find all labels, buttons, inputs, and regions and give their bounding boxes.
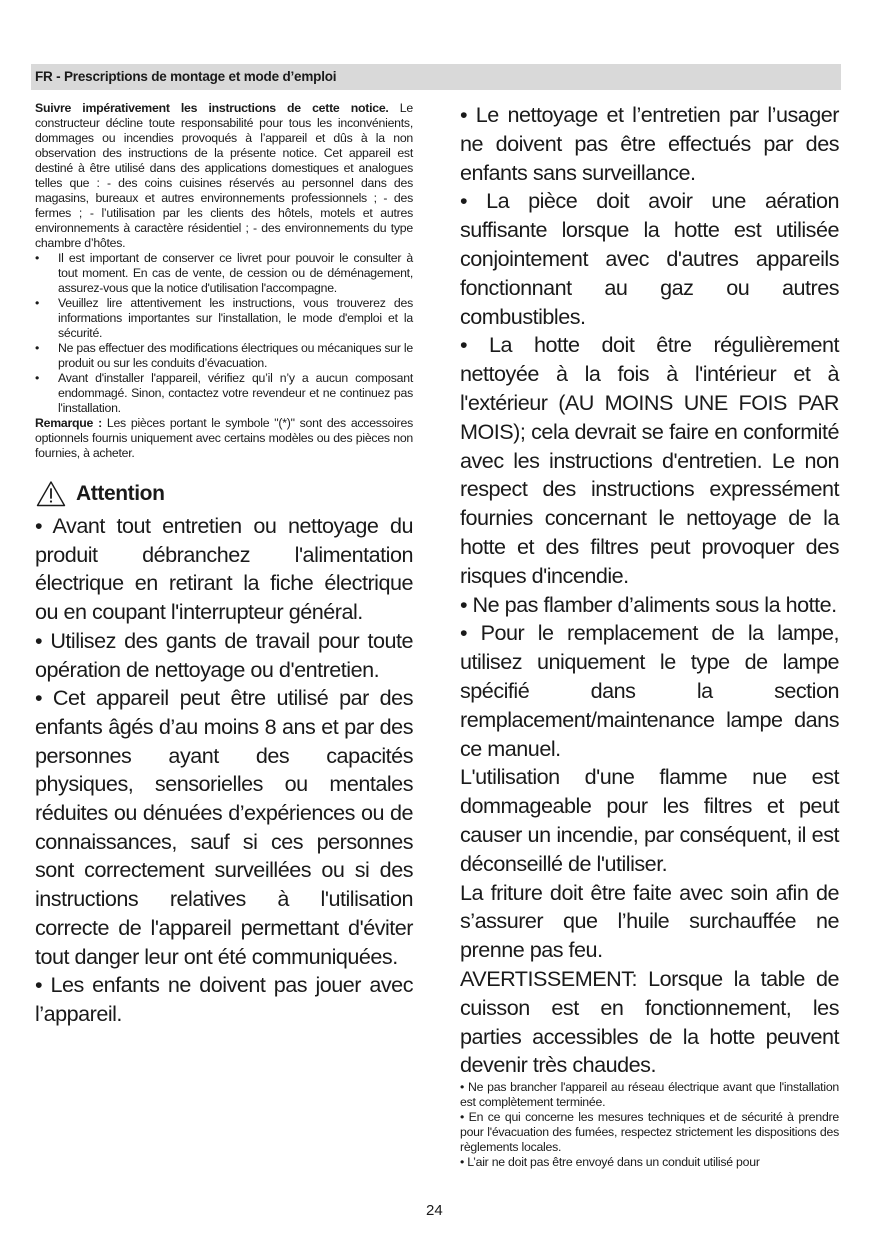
section-header bbox=[31, 64, 841, 90]
attention-paragraph: • Cet appareil peut être utilisé par des enfants âgés d’au moins 8 ans et par des personnes ayant des capacités physiques, sensorielles ou mentales réduites ou dénuées d’expériences ou de connaissances, sauf si ces personnes sont correctement surveillées ou si des instructions relatives à l'utilisation correcte de l'appareil permettant d'éviter tout danger leur ont été communiquées. bbox=[35, 685, 413, 969]
left-column bbox=[35, 101, 413, 1029]
intro-paragraph bbox=[35, 101, 413, 251]
warning-icon bbox=[36, 480, 66, 507]
safety-paragraph: • La pièce doit avoir une aération suffisante lorsque la hotte est utilisée conjointement avec d'autres appareils fonctionnant au gaz ou autres combustibles. bbox=[460, 188, 839, 329]
intro-bold: Suivre impérativement les instructions de cette notice. bbox=[35, 101, 389, 115]
right-column bbox=[460, 101, 839, 1170]
instruction-list bbox=[35, 251, 413, 416]
list-item: • Veuillez lire attentivement les instructions, vous trouverez des informations importantes sur l'installation, le mode d'emploi et la sécurité. bbox=[35, 296, 413, 340]
remark-paragraph bbox=[35, 416, 413, 461]
safety-paragraph: • Pour le remplacement de la lampe, utilisez uniquement le type de lampe spécifié dans la section remplacement/maintenance lampe dans ce manuel. bbox=[460, 620, 839, 761]
list-item: • Il est important de conserver ce livret pour pouvoir le consulter à tout moment. En cas de vente, de cession ou de déménagement, assurez-vous que la notice d'utilisation l'accompagne. bbox=[35, 251, 413, 295]
attention-heading bbox=[35, 480, 413, 506]
bullet-glyph: • bbox=[35, 296, 40, 310]
safety-paragraph: • La hotte doit être régulièrement nettoyée à la fois à l'intérieur et à l'extérieur (AU MOINS UNE FOIS PAR MOIS); cela devrait se faire en conformité avec les instructions d'entretien. Le non respect des instructions expressément fournies concernant le nettoyage de la hotte et des filtres peut provoquer des risques d'incendie. bbox=[460, 332, 839, 588]
safety-paragraph: L'utilisation d'une flamme nue est dommageable pour les filtres et peut causer un incendie, par conséquent, il est déconseillé de l'utiliser. bbox=[460, 764, 839, 876]
safety-paragraph: • Ne pas flamber d’aliments sous la hotte. bbox=[460, 591, 837, 617]
safety-paragraph: • Le nettoyage et l’entretien par l’usager ne doivent pas être effectués par des enfants sans surveillance. bbox=[460, 102, 839, 185]
bullet-glyph: • bbox=[35, 341, 40, 355]
installation-note: • L’air ne doit pas être envoyé dans un conduit utilisé pour bbox=[460, 1155, 760, 1170]
attention-label: Attention bbox=[76, 482, 165, 505]
page-number: 24 bbox=[426, 1202, 443, 1219]
list-item: • Ne pas effectuer des modifications électriques ou mécaniques sur le produit ou sur les conduits d’évacuation. bbox=[35, 341, 413, 370]
remark-text: Les pièces portant le symbole "(*)" sont des accessoires optionnels fournis uniquement avec certains modèles ou des pièces non fournies, à acheter. bbox=[35, 416, 413, 460]
list-item: • Avant d'installer l'appareil, vérifiez qu’il n’y a aucun composant endommagé. Sinon, contactez votre revendeur et ne continuez pas l'installation. bbox=[35, 371, 413, 415]
installation-note: • Ne pas brancher l'appareil au réseau électrique avant que l'installation est complètement terminée. bbox=[460, 1080, 839, 1110]
intro-text: Le constructeur décline toute responsabilité pour tous les inconvénients, dommages ou incendies provoqués à l’appareil et dûs à la non observation des instructions de la présente notice. Cet appareil est destiné à être utilisé dans des applications domestiques et analogues telles que : - des coins cuisines réservés au personnel dans des magasins, bureaux et autres environnements professionnels ; - des fermes ; - l’utilisation par les clients des hôtels, motels et autres environnements à caractère résidentiel ; - des environnements du type chambre d’hôtes. bbox=[35, 101, 413, 250]
remark-bold: Remarque : bbox=[35, 416, 102, 430]
installation-note: • En ce qui concerne les mesures techniques et de sécurité à prendre pour l'évacuation des fumées, respectez strictement les dispositions des règlements locales. bbox=[460, 1110, 839, 1155]
bullet-glyph: • bbox=[35, 371, 40, 385]
attention-paragraph: • Utilisez des gants de travail pour toute opération de nettoyage ou d'entretien. bbox=[35, 627, 413, 682]
attention-paragraph: • Les enfants ne doivent pas jouer avec l’appareil. bbox=[35, 972, 413, 1026]
bullet-glyph: • bbox=[35, 251, 40, 265]
section-title: FR - Prescriptions de montage et mode d’emploi bbox=[35, 69, 337, 84]
attention-paragraph: • Avant tout entretien ou nettoyage du produit débranchez l'alimentation électrique en retirant la fiche électrique ou en coupant l'interrupteur général. bbox=[35, 513, 413, 625]
safety-paragraph: La friture doit être faite avec soin afin de s’assurer que l’huile surchauffée ne prenne pas feu. bbox=[460, 879, 839, 963]
warning-paragraph: AVERTISSEMENT: Lorsque la table de cuisson est en fonctionnement, les parties accessibles de la hotte peuvent devenir très chaudes. bbox=[460, 965, 839, 1078]
